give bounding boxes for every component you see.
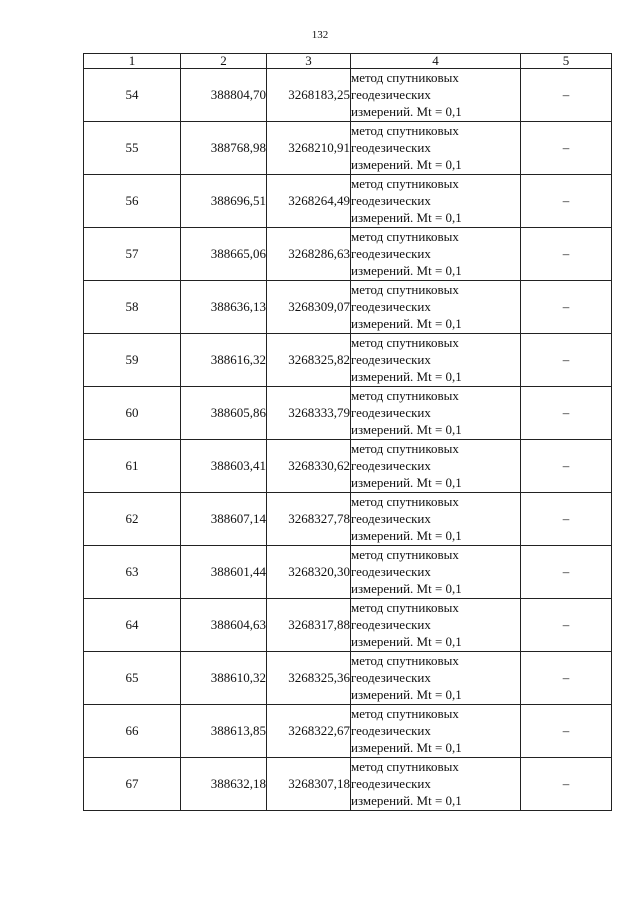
y-coordinate-cell: 3268307,18: [267, 758, 351, 811]
method-cell: [351, 546, 521, 599]
table-row: [84, 387, 612, 440]
x-coordinate-cell: 388607,14: [181, 493, 267, 546]
y-coordinate-cell: 3268325,82: [267, 334, 351, 387]
table-row: [84, 652, 612, 705]
method-line: метод спутниковых: [351, 335, 459, 350]
table-row: [84, 440, 612, 493]
note-cell: –: [521, 69, 612, 122]
method-line: измерений. Mt = 0,1: [351, 369, 462, 384]
table-row: [84, 122, 612, 175]
table-row: [84, 334, 612, 387]
point-number-cell: 67: [84, 758, 181, 811]
method-line: метод спутниковых: [351, 494, 459, 509]
method-line: измерений. Mt = 0,1: [351, 263, 462, 278]
method-line: геодезических: [351, 87, 431, 102]
method-line: метод спутниковых: [351, 123, 459, 138]
x-coordinate-cell: 388604,63: [181, 599, 267, 652]
method-line: геодезических: [351, 140, 431, 155]
note-cell: –: [521, 705, 612, 758]
method-line: измерений. Mt = 0,1: [351, 210, 462, 225]
method-line: геодезических: [351, 670, 431, 685]
point-number-cell: 54: [84, 69, 181, 122]
method-cell: [351, 69, 521, 122]
method-line: измерений. Mt = 0,1: [351, 475, 462, 490]
note-cell: –: [521, 440, 612, 493]
table-row: [84, 705, 612, 758]
method-line: измерений. Mt = 0,1: [351, 740, 462, 755]
y-coordinate-cell: 3268333,79: [267, 387, 351, 440]
table-row: [84, 69, 612, 122]
method-cell: [351, 175, 521, 228]
method-line: геодезических: [351, 352, 431, 367]
method-cell: [351, 652, 521, 705]
method-line: измерений. Mt = 0,1: [351, 422, 462, 437]
method-line: измерений. Mt = 0,1: [351, 687, 462, 702]
x-coordinate-cell: 388632,18: [181, 758, 267, 811]
column-header: 4: [351, 54, 521, 69]
method-line: геодезических: [351, 776, 431, 791]
method-cell: [351, 334, 521, 387]
column-header: 3: [267, 54, 351, 69]
point-number-cell: 60: [84, 387, 181, 440]
coordinates-table: [83, 53, 612, 811]
x-coordinate-cell: 388601,44: [181, 546, 267, 599]
table-row: [84, 599, 612, 652]
x-coordinate-cell: 388605,86: [181, 387, 267, 440]
point-number-cell: 63: [84, 546, 181, 599]
note-cell: –: [521, 599, 612, 652]
method-line: метод спутниковых: [351, 600, 459, 615]
x-coordinate-cell: 388804,70: [181, 69, 267, 122]
method-line: метод спутниковых: [351, 441, 459, 456]
x-coordinate-cell: 388636,13: [181, 281, 267, 334]
method-line: геодезических: [351, 193, 431, 208]
y-coordinate-cell: 3268322,67: [267, 705, 351, 758]
method-cell: [351, 705, 521, 758]
method-cell: [351, 387, 521, 440]
y-coordinate-cell: 3268264,49: [267, 175, 351, 228]
y-coordinate-cell: 3268286,63: [267, 228, 351, 281]
method-line: измерений. Mt = 0,1: [351, 528, 462, 543]
method-line: метод спутниковых: [351, 70, 459, 85]
point-number-cell: 62: [84, 493, 181, 546]
point-number-cell: 65: [84, 652, 181, 705]
y-coordinate-cell: 3268330,62: [267, 440, 351, 493]
note-cell: –: [521, 493, 612, 546]
method-line: метод спутниковых: [351, 388, 459, 403]
method-line: геодезических: [351, 617, 431, 632]
y-coordinate-cell: 3268325,36: [267, 652, 351, 705]
point-number-cell: 61: [84, 440, 181, 493]
method-line: метод спутниковых: [351, 706, 459, 721]
table-row: [84, 493, 612, 546]
x-coordinate-cell: 388616,32: [181, 334, 267, 387]
table-row: [84, 546, 612, 599]
method-cell: [351, 599, 521, 652]
x-coordinate-cell: 388665,06: [181, 228, 267, 281]
point-number-cell: 57: [84, 228, 181, 281]
method-line: измерений. Mt = 0,1: [351, 581, 462, 596]
method-line: метод спутниковых: [351, 282, 459, 297]
method-line: измерений. Mt = 0,1: [351, 316, 462, 331]
column-header: 1: [84, 54, 181, 69]
column-header: 5: [521, 54, 612, 69]
y-coordinate-cell: 3268210,91: [267, 122, 351, 175]
note-cell: –: [521, 387, 612, 440]
note-cell: –: [521, 281, 612, 334]
method-line: измерений. Mt = 0,1: [351, 634, 462, 649]
method-line: геодезических: [351, 405, 431, 420]
note-cell: –: [521, 228, 612, 281]
x-coordinate-cell: 388696,51: [181, 175, 267, 228]
method-cell: [351, 122, 521, 175]
note-cell: –: [521, 175, 612, 228]
method-cell: [351, 493, 521, 546]
y-coordinate-cell: 3268317,88: [267, 599, 351, 652]
method-line: геодезических: [351, 723, 431, 738]
x-coordinate-cell: 388768,98: [181, 122, 267, 175]
method-line: измерений. Mt = 0,1: [351, 793, 462, 808]
method-line: метод спутниковых: [351, 759, 459, 774]
table-header-row: [84, 54, 612, 69]
note-cell: –: [521, 652, 612, 705]
point-number-cell: 58: [84, 281, 181, 334]
method-line: геодезических: [351, 458, 431, 473]
point-number-cell: 59: [84, 334, 181, 387]
method-line: геодезических: [351, 564, 431, 579]
method-cell: [351, 281, 521, 334]
x-coordinate-cell: 388610,32: [181, 652, 267, 705]
y-coordinate-cell: 3268309,07: [267, 281, 351, 334]
note-cell: –: [521, 546, 612, 599]
y-coordinate-cell: 3268183,25: [267, 69, 351, 122]
note-cell: –: [521, 122, 612, 175]
x-coordinate-cell: 388613,85: [181, 705, 267, 758]
point-number-cell: 66: [84, 705, 181, 758]
method-line: измерений. Mt = 0,1: [351, 104, 462, 119]
method-line: измерений. Mt = 0,1: [351, 157, 462, 172]
method-line: геодезических: [351, 299, 431, 314]
method-cell: [351, 758, 521, 811]
method-line: метод спутниковых: [351, 653, 459, 668]
page-number: 132: [311, 29, 329, 41]
method-line: геодезических: [351, 511, 431, 526]
table-body: [84, 69, 612, 811]
method-cell: [351, 440, 521, 493]
point-number-cell: 64: [84, 599, 181, 652]
table-row: [84, 281, 612, 334]
method-line: метод спутниковых: [351, 176, 459, 191]
x-coordinate-cell: 388603,41: [181, 440, 267, 493]
point-number-cell: 56: [84, 175, 181, 228]
method-line: метод спутниковых: [351, 229, 459, 244]
table-row: [84, 175, 612, 228]
y-coordinate-cell: 3268320,30: [267, 546, 351, 599]
method-line: геодезических: [351, 246, 431, 261]
note-cell: –: [521, 334, 612, 387]
method-cell: [351, 228, 521, 281]
point-number-cell: 55: [84, 122, 181, 175]
column-header: 2: [181, 54, 267, 69]
note-cell: –: [521, 758, 612, 811]
y-coordinate-cell: 3268327,78: [267, 493, 351, 546]
table-row: [84, 758, 612, 811]
table-row: [84, 228, 612, 281]
method-line: метод спутниковых: [351, 547, 459, 562]
